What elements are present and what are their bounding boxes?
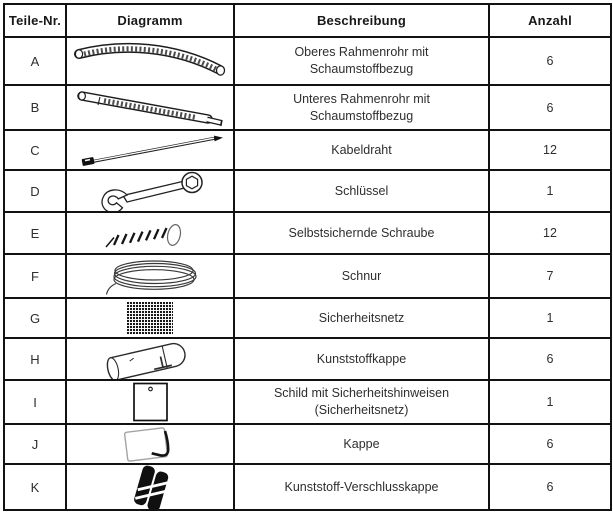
description-text: Kunststoffkappe bbox=[316, 351, 407, 366]
diagram-cell bbox=[66, 254, 234, 298]
description-text: Kunststoff-Verschlusskappe bbox=[284, 479, 439, 494]
diagram-cell bbox=[66, 130, 234, 170]
description-text: Kabeldraht bbox=[331, 142, 392, 157]
quantity-value: 6 bbox=[489, 338, 611, 380]
description-text: Sicherheitsnetz bbox=[318, 310, 405, 325]
description-cell bbox=[234, 464, 489, 510]
quantity-value: 6 bbox=[489, 424, 611, 464]
part-letter: A bbox=[4, 37, 66, 85]
quantity-value: 6 bbox=[489, 85, 611, 130]
description-text: Schlüssel bbox=[334, 183, 389, 198]
table-row bbox=[4, 464, 611, 510]
part-letter: H bbox=[4, 338, 66, 380]
header-quantity: Anzahl bbox=[489, 4, 611, 37]
diagram-cell bbox=[66, 37, 234, 85]
diagram-cell bbox=[66, 298, 234, 338]
quantity-value: 6 bbox=[489, 37, 611, 85]
table-row bbox=[4, 130, 611, 170]
quantity-value: 1 bbox=[489, 380, 611, 424]
description-cell bbox=[234, 254, 489, 298]
table-row bbox=[4, 424, 611, 464]
description-cell bbox=[234, 380, 489, 424]
table-row bbox=[4, 170, 611, 212]
part-letter: J bbox=[4, 424, 66, 464]
quantity-value: 1 bbox=[489, 170, 611, 212]
safety-net-icon bbox=[127, 302, 173, 334]
parts-table bbox=[3, 3, 612, 511]
description-cell bbox=[234, 212, 489, 254]
header-description: Beschreibung bbox=[234, 4, 489, 37]
safety-sign-icon bbox=[70, 381, 230, 423]
upper-frame-tube-icon bbox=[70, 39, 230, 83]
diagram-cell bbox=[66, 464, 234, 510]
table-row bbox=[4, 254, 611, 298]
header-part-number: Teile-Nr. bbox=[4, 4, 66, 37]
description-cell bbox=[234, 338, 489, 380]
description-text: Oberes Rahmenrohr mit Schaumstoffbezug bbox=[294, 45, 429, 76]
quantity-value: 6 bbox=[489, 464, 611, 510]
description-text: Schnur bbox=[341, 268, 382, 283]
table-row bbox=[4, 85, 611, 130]
part-letter: B bbox=[4, 85, 66, 130]
description-text: Kappe bbox=[343, 436, 380, 451]
diagram-cell bbox=[66, 338, 234, 380]
cord-coil-icon bbox=[70, 255, 230, 297]
header-diagram: Diagramm bbox=[66, 4, 234, 37]
quantity-value: 12 bbox=[489, 212, 611, 254]
description-text: Selbstsichernde Schraube bbox=[288, 225, 435, 240]
part-letter: G bbox=[4, 298, 66, 338]
description-cell bbox=[234, 130, 489, 170]
description-cell bbox=[234, 37, 489, 85]
part-letter: F bbox=[4, 254, 66, 298]
table-row bbox=[4, 380, 611, 424]
quantity-value: 7 bbox=[489, 254, 611, 298]
diagram-cell bbox=[66, 212, 234, 254]
quantity-value: 1 bbox=[489, 298, 611, 338]
part-letter: C bbox=[4, 130, 66, 170]
table-row bbox=[4, 298, 611, 338]
part-letter: I bbox=[4, 380, 66, 424]
description-text: Unteres Rahmenrohr mit Schaumstoffbezug bbox=[293, 91, 430, 123]
description-cell bbox=[234, 170, 489, 212]
part-letter: E bbox=[4, 212, 66, 254]
plastic-closure-cap-icon bbox=[70, 465, 230, 509]
part-letter: K bbox=[4, 464, 66, 510]
table-header-row bbox=[4, 4, 611, 37]
table-row bbox=[4, 338, 611, 380]
diagram-cell bbox=[66, 85, 234, 130]
diagram-cell bbox=[66, 380, 234, 424]
self-locking-screw-icon bbox=[70, 213, 230, 253]
description-cell bbox=[234, 85, 489, 130]
cap-icon bbox=[70, 425, 230, 463]
table-row bbox=[4, 212, 611, 254]
description-text: Schild mit Sicherheitshinweisen (Sicherheitsnetz) bbox=[273, 386, 450, 417]
lower-frame-tube-icon bbox=[70, 87, 230, 129]
diagram-cell bbox=[66, 424, 234, 464]
cable-wire-icon bbox=[70, 131, 230, 169]
quantity-value: 12 bbox=[489, 130, 611, 170]
table-row bbox=[4, 37, 611, 85]
part-letter: D bbox=[4, 170, 66, 212]
description-cell bbox=[234, 298, 489, 338]
description-cell bbox=[234, 424, 489, 464]
diagram-cell bbox=[66, 170, 234, 212]
plastic-cap-icon bbox=[70, 339, 230, 379]
wrench-icon bbox=[70, 171, 230, 211]
